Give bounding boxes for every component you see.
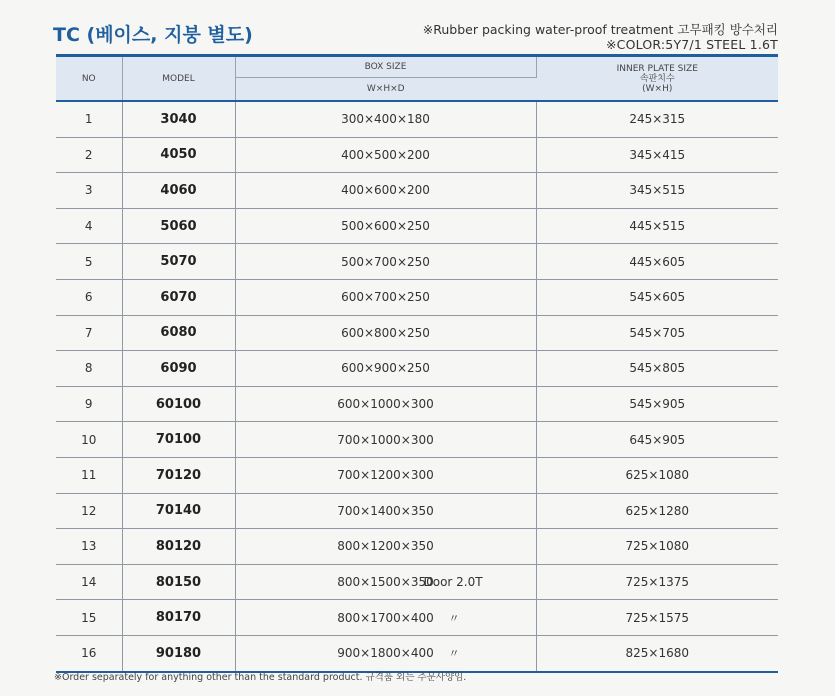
- cell-no: 10: [56, 422, 122, 458]
- cell-box-size: [235, 457, 536, 493]
- cell-model: 80170: [122, 600, 235, 636]
- box-size-value: 700×1000×300: [337, 432, 434, 447]
- cell-inner-plate: 345×415: [536, 137, 778, 173]
- cell-box-size: [235, 386, 536, 422]
- spec-table: [56, 54, 778, 673]
- cell-box-size: [235, 529, 536, 565]
- table-row: [56, 564, 778, 600]
- table-row: [56, 351, 778, 387]
- cell-no: 7: [56, 315, 122, 351]
- box-size-value: 800×1700×400: [337, 610, 434, 625]
- cell-box-size: [235, 208, 536, 244]
- table-header: [56, 56, 778, 102]
- table-row: [56, 173, 778, 209]
- header-box-size-sub: W×H×D: [235, 78, 536, 102]
- cell-box-size: [235, 422, 536, 458]
- waterproof-note: ※Rubber packing water-proof treatment 고무패킹 방수처리: [422, 22, 778, 37]
- cell-no: 16: [56, 635, 122, 671]
- cell-model: 6070: [122, 279, 235, 315]
- cell-model: 5070: [122, 244, 235, 280]
- door-note: Door 2.0T: [423, 575, 483, 590]
- cell-inner-plate: 445×605: [536, 244, 778, 280]
- cell-inner-plate: 445×515: [536, 208, 778, 244]
- cell-model: 6080: [122, 315, 235, 351]
- box-size-value: 500×700×250: [341, 254, 430, 269]
- box-size-value: 500×600×250: [341, 219, 430, 234]
- cell-inner-plate: 645×905: [536, 422, 778, 458]
- table-row: [56, 529, 778, 565]
- table-row: [56, 279, 778, 315]
- cell-inner-plate: 625×1280: [536, 493, 778, 529]
- box-size-value: 700×1400×350: [337, 503, 434, 518]
- cell-inner-plate: 725×1575: [536, 600, 778, 636]
- header-inner-plate: [536, 56, 778, 102]
- box-size-value: 300×400×180: [341, 112, 430, 127]
- spec-notes: [423, 22, 778, 52]
- cell-no: 15: [56, 600, 122, 636]
- cell-no: 5: [56, 244, 122, 280]
- header-inner-plate-sub: (W×H): [642, 83, 673, 94]
- table-body: [56, 101, 778, 672]
- cell-inner-plate: 545×705: [536, 315, 778, 351]
- box-size-value: 900×1800×400: [337, 646, 434, 661]
- color-steel-note: ※COLOR:5Y7/1 STEEL 1.6T: [605, 37, 778, 52]
- cell-box-size: [235, 600, 536, 636]
- cell-model: 90180: [122, 635, 235, 671]
- header-model: MODEL: [122, 56, 235, 102]
- cell-box-size: [235, 351, 536, 387]
- cell-model: 4050: [122, 137, 235, 173]
- cell-no: 9: [56, 386, 122, 422]
- table-row: [56, 635, 778, 671]
- box-size-value: 600×800×250: [341, 325, 430, 340]
- cell-no: 1: [56, 101, 122, 137]
- cell-inner-plate: 345×515: [536, 173, 778, 209]
- cell-model: 3040: [122, 101, 235, 137]
- cell-inner-plate: 725×1080: [536, 529, 778, 565]
- table-row: [56, 600, 778, 636]
- cell-inner-plate: 545×805: [536, 351, 778, 387]
- box-size-value: 600×700×250: [341, 290, 430, 305]
- footer-note: ※Order separately for anything other than the standard product. 규격품 외는 주문사양임.: [54, 672, 467, 683]
- box-size-value: 600×900×250: [341, 361, 430, 376]
- cell-no: 3: [56, 173, 122, 209]
- table-row: [56, 386, 778, 422]
- cell-box-size: [235, 279, 536, 315]
- cell-no: 2: [56, 137, 122, 173]
- header-box-size: BOX SIZE: [235, 56, 536, 78]
- cell-no: 4: [56, 208, 122, 244]
- cell-inner-plate: 245×315: [536, 101, 778, 137]
- box-size-value: 800×1500×350: [337, 575, 434, 590]
- ditto-mark: 〃: [448, 611, 460, 625]
- table-row: [56, 137, 778, 173]
- cell-box-size: [235, 101, 536, 137]
- cell-model: 70100: [122, 422, 235, 458]
- cell-box-size: [235, 137, 536, 173]
- table-row: [56, 315, 778, 351]
- cell-model: 70120: [122, 457, 235, 493]
- table-row: [56, 422, 778, 458]
- ditto-mark: 〃: [448, 647, 460, 661]
- box-size-value: 400×500×200: [341, 147, 430, 162]
- table-row: [56, 244, 778, 280]
- cell-inner-plate: 625×1080: [536, 457, 778, 493]
- cell-inner-plate: 545×605: [536, 279, 778, 315]
- table-row: [56, 457, 778, 493]
- cell-no: 11: [56, 457, 122, 493]
- cell-model: 60100: [122, 386, 235, 422]
- cell-box-size: [235, 315, 536, 351]
- box-size-value: 400×600×200: [341, 183, 430, 198]
- cell-no: 8: [56, 351, 122, 387]
- box-size-value: 700×1200×300: [337, 468, 434, 483]
- header-no: NO: [56, 56, 122, 102]
- page-title: TC (베이스, 지붕 별도): [53, 24, 253, 46]
- header-inner-plate-en: INNER PLATE SIZE: [616, 63, 698, 74]
- cell-model: 4060: [122, 173, 235, 209]
- cell-box-size: [235, 244, 536, 280]
- cell-inner-plate: 545×905: [536, 386, 778, 422]
- cell-model: 5060: [122, 208, 235, 244]
- cell-model: 6090: [122, 351, 235, 387]
- table-row: [56, 208, 778, 244]
- cell-box-size: [235, 493, 536, 529]
- table-row: [56, 493, 778, 529]
- box-size-value: 800×1200×350: [337, 539, 434, 554]
- cell-no: 13: [56, 529, 122, 565]
- cell-inner-plate: 725×1375: [536, 564, 778, 600]
- cell-model: 70140: [122, 493, 235, 529]
- table-row: [56, 101, 778, 137]
- cell-no: 14: [56, 564, 122, 600]
- box-size-value: 600×1000×300: [337, 397, 434, 412]
- cell-inner-plate: 825×1680: [536, 635, 778, 671]
- cell-no: 12: [56, 493, 122, 529]
- cell-model: 80120: [122, 529, 235, 565]
- cell-box-size: [235, 173, 536, 209]
- header-inner-plate-kr: 속판치수: [639, 73, 675, 84]
- cell-box-size: [235, 635, 536, 671]
- cell-no: 6: [56, 279, 122, 315]
- cell-model: 80150: [122, 564, 235, 600]
- cell-box-size: [235, 564, 536, 600]
